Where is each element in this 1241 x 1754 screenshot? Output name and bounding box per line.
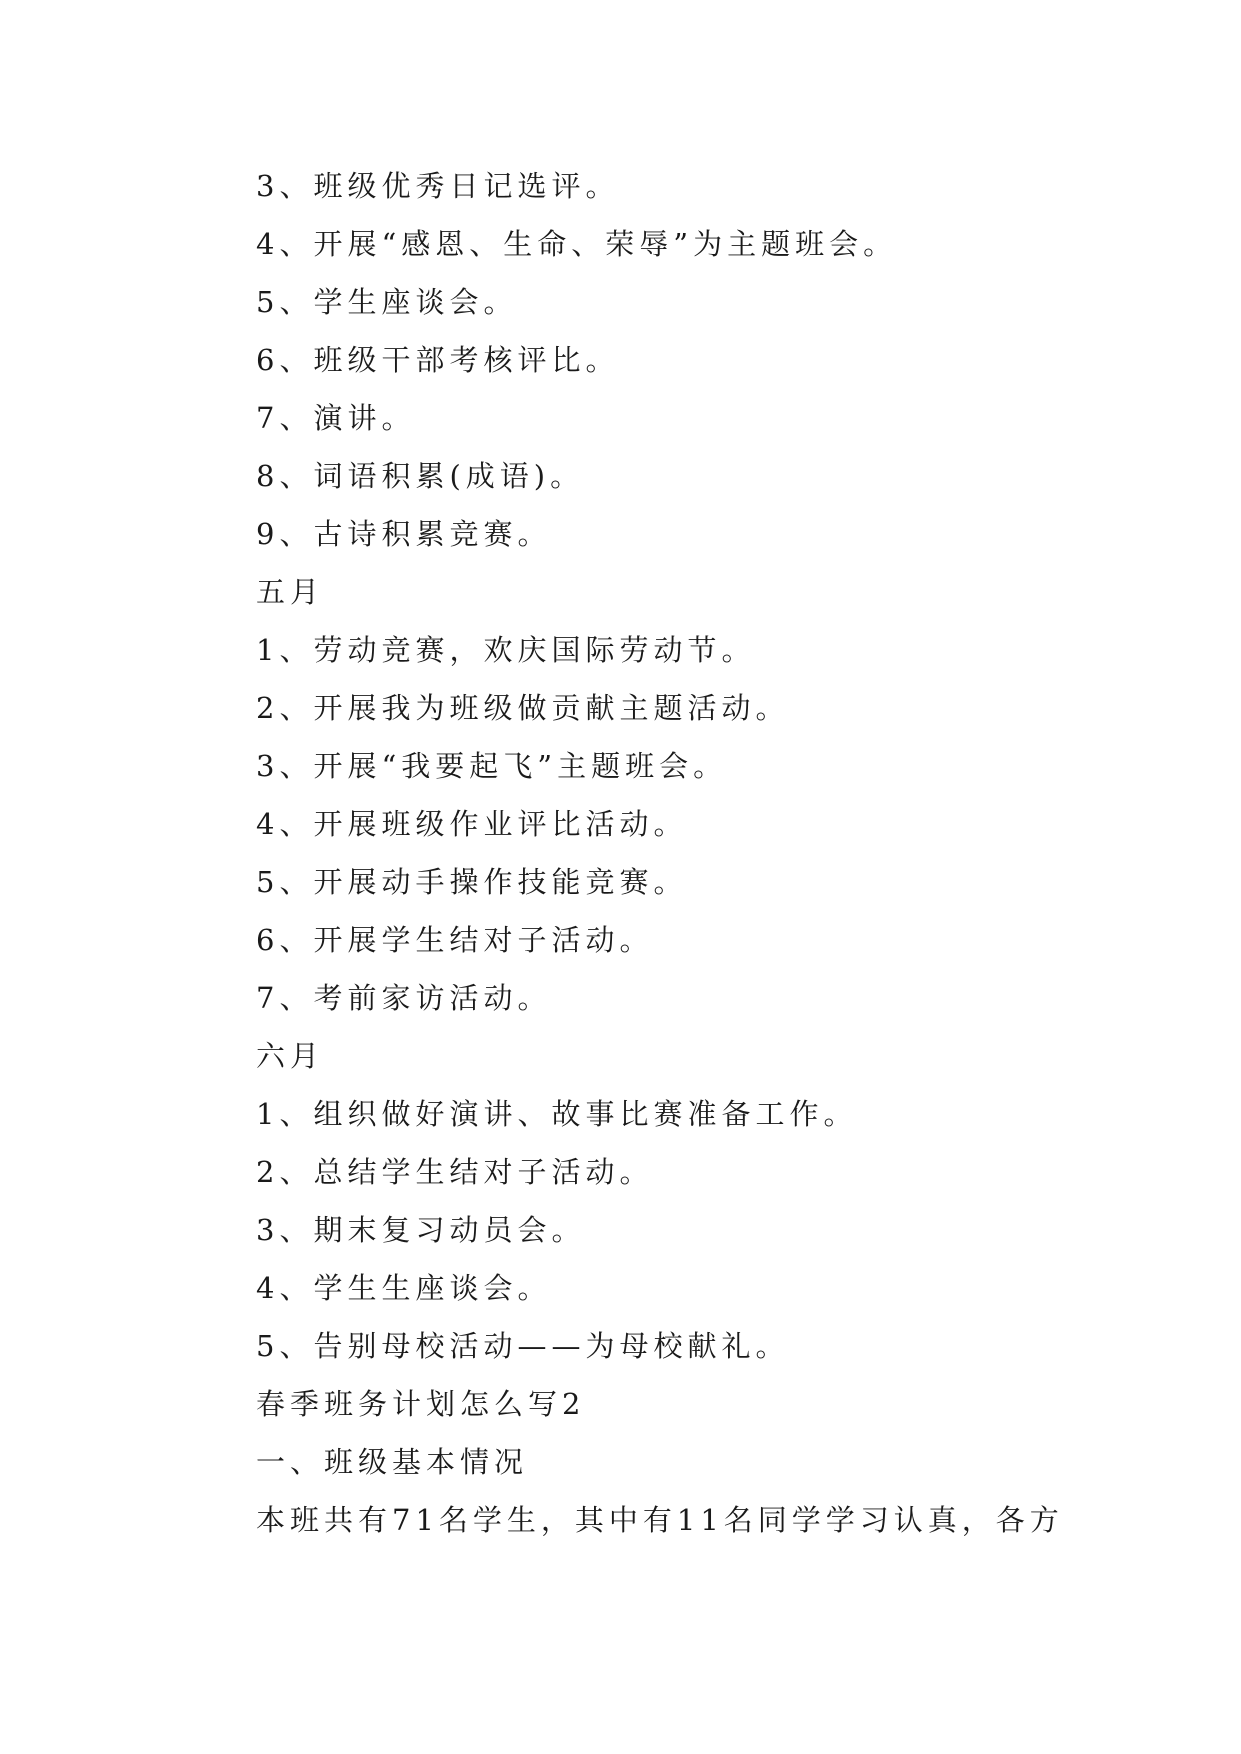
month-heading-june: 六月: [256, 1039, 325, 1073]
document-body: [256, 157, 1064, 1549]
month-heading-may: 五月: [256, 575, 325, 609]
list-item: 5、学生座谈会。: [256, 285, 518, 319]
list-item: 8、词语积累(成语)。: [256, 459, 585, 493]
list-item: 2、开展我为班级做贡献主题活动。: [256, 691, 790, 725]
section-heading: 一、班级基本情况: [256, 1445, 529, 1479]
list-item: 4、开展“感恩、生命、荣辱”为主题班会。: [256, 227, 898, 261]
list-item: 7、演讲。: [256, 401, 416, 435]
list-item: 1、组织做好演讲、故事比赛准备工作。: [256, 1097, 858, 1131]
list-item: 3、班级优秀日记选评。: [256, 169, 620, 203]
body-paragraph: 本班共有71名学生，其中有11名同学学习认真，各方: [256, 1503, 1064, 1537]
list-item: 2、总结学生结对子活动。: [256, 1155, 654, 1189]
list-item: 5、开展动手操作技能竞赛。: [256, 865, 688, 899]
list-item: 9、古诗积累竞赛。: [256, 517, 552, 551]
list-item: 5、告别母校活动——为母校献礼。: [256, 1329, 790, 1363]
list-item: 4、学生生座谈会。: [256, 1271, 552, 1305]
list-item: 7、考前家访活动。: [256, 981, 552, 1015]
list-item: 4、开展班级作业评比活动。: [256, 807, 688, 841]
list-item: 3、期末复习动员会。: [256, 1213, 586, 1247]
list-item: 3、开展“我要起飞”主题班会。: [256, 749, 728, 783]
list-item: 6、班级干部考核评比。: [256, 343, 620, 377]
list-item: 6、开展学生结对子活动。: [256, 923, 654, 957]
section-title: 春季班务计划怎么写2: [256, 1387, 586, 1421]
list-item: 1、劳动竞赛，欢庆国际劳动节。: [256, 633, 756, 667]
